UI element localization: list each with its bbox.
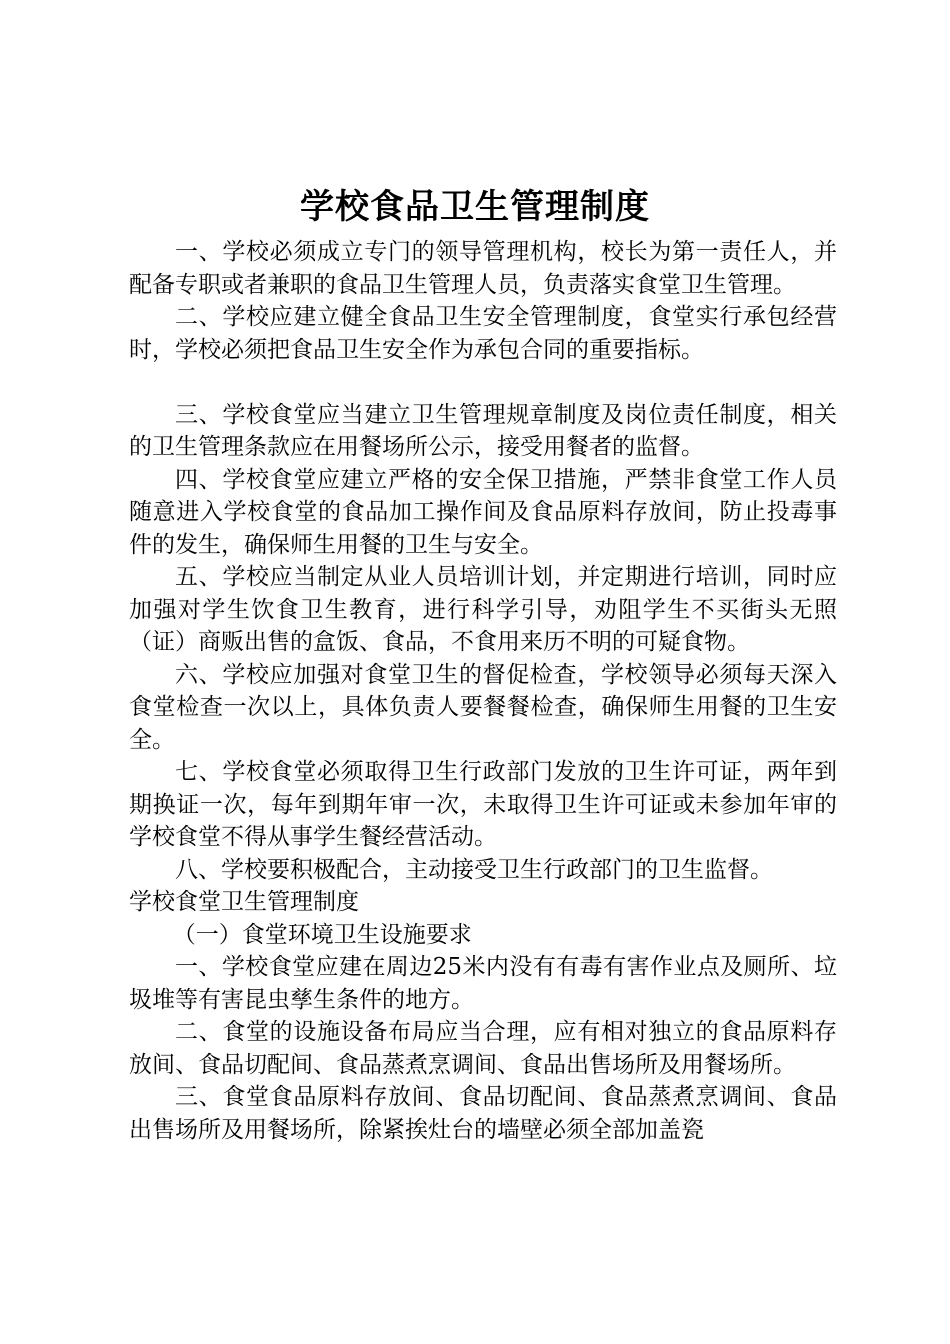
document-body — [129, 236, 837, 1146]
sub-paragraph-2: 二、食堂的设施设备布局应当合理，应有相对独立的食品原料存放间、食品切配间、食品蒸煮烹调间、食品出售场所及用餐场所。 — [129, 1019, 837, 1078]
document-title: 学校食品卫生管理制度 — [300, 187, 650, 227]
sub-paragraph-3: 三、食堂食品原料存放间、食品切配间、食品蒸煮烹调间、食品出售场所及用餐场所，除紧挨灶台的墙壁必须全部加盖瓷 — [129, 1084, 837, 1143]
paragraph-4: 四、学校食堂应建立严格的安全保卫措施，严禁非食堂工作人员随意进入学校食堂的食品加工操作间及食品原料存放间，防止投毒事件的发生，确保师生用餐的卫生与安全。 — [129, 466, 837, 558]
paragraph-2: 二、学校应建立健全食品卫生安全管理制度，食堂实行承包经营时，学校必须把食品卫生安全作为承包合同的重要指标。 — [129, 304, 837, 363]
paragraph-7: 七、学校食堂必须取得卫生行政部门发放的卫生许可证，两年到期换证一次，每年到期年审一次，未取得卫生许可证或未参加年审的学校食堂不得从事学生餐经营活动。 — [129, 759, 837, 850]
paragraph-gap — [129, 366, 837, 399]
paragraph-5: 五、学校应当制定从业人员培训计划，并定期进行培训，同时应加强对学生饮食卫生教育，进行科学引导，劝阻学生不买街头无照（证）商贩出售的盒饭、食品，不食用来历不明的可疑食物。 — [129, 564, 837, 655]
paragraph-1: 一、学校必须成立专门的领导管理机构，校长为第一责任人，并配备专职或者兼职的食品卫生管理人员，负责落实食堂卫生管理。 — [129, 239, 837, 298]
paragraph-6: 六、学校应加强对食堂卫生的督促检查，学校领导必须每天深入食堂检查一次以上，具体负责人要餐餐检查，确保师生用餐的卫生安全。 — [129, 661, 837, 753]
section-title: 学校食堂卫生管理制度 — [129, 889, 359, 915]
paragraph-8: 八、学校要积极配合，主动接受卫生行政部门的卫生监督。 — [175, 856, 773, 883]
sub-paragraph-1: 一、学校食堂应建在周边25米内没有有毒有害作业点及厕所、垃圾堆等有害昆虫孳生条件的地方。 — [129, 954, 837, 1013]
subsection-title: （一）食堂环境卫生设施要求 — [172, 921, 472, 948]
paragraph-3: 三、学校食堂应当建立卫生管理规章制度及岗位责任制度，相关的卫生管理条款应在用餐场所公示，接受用餐者的监督。 — [129, 401, 837, 460]
